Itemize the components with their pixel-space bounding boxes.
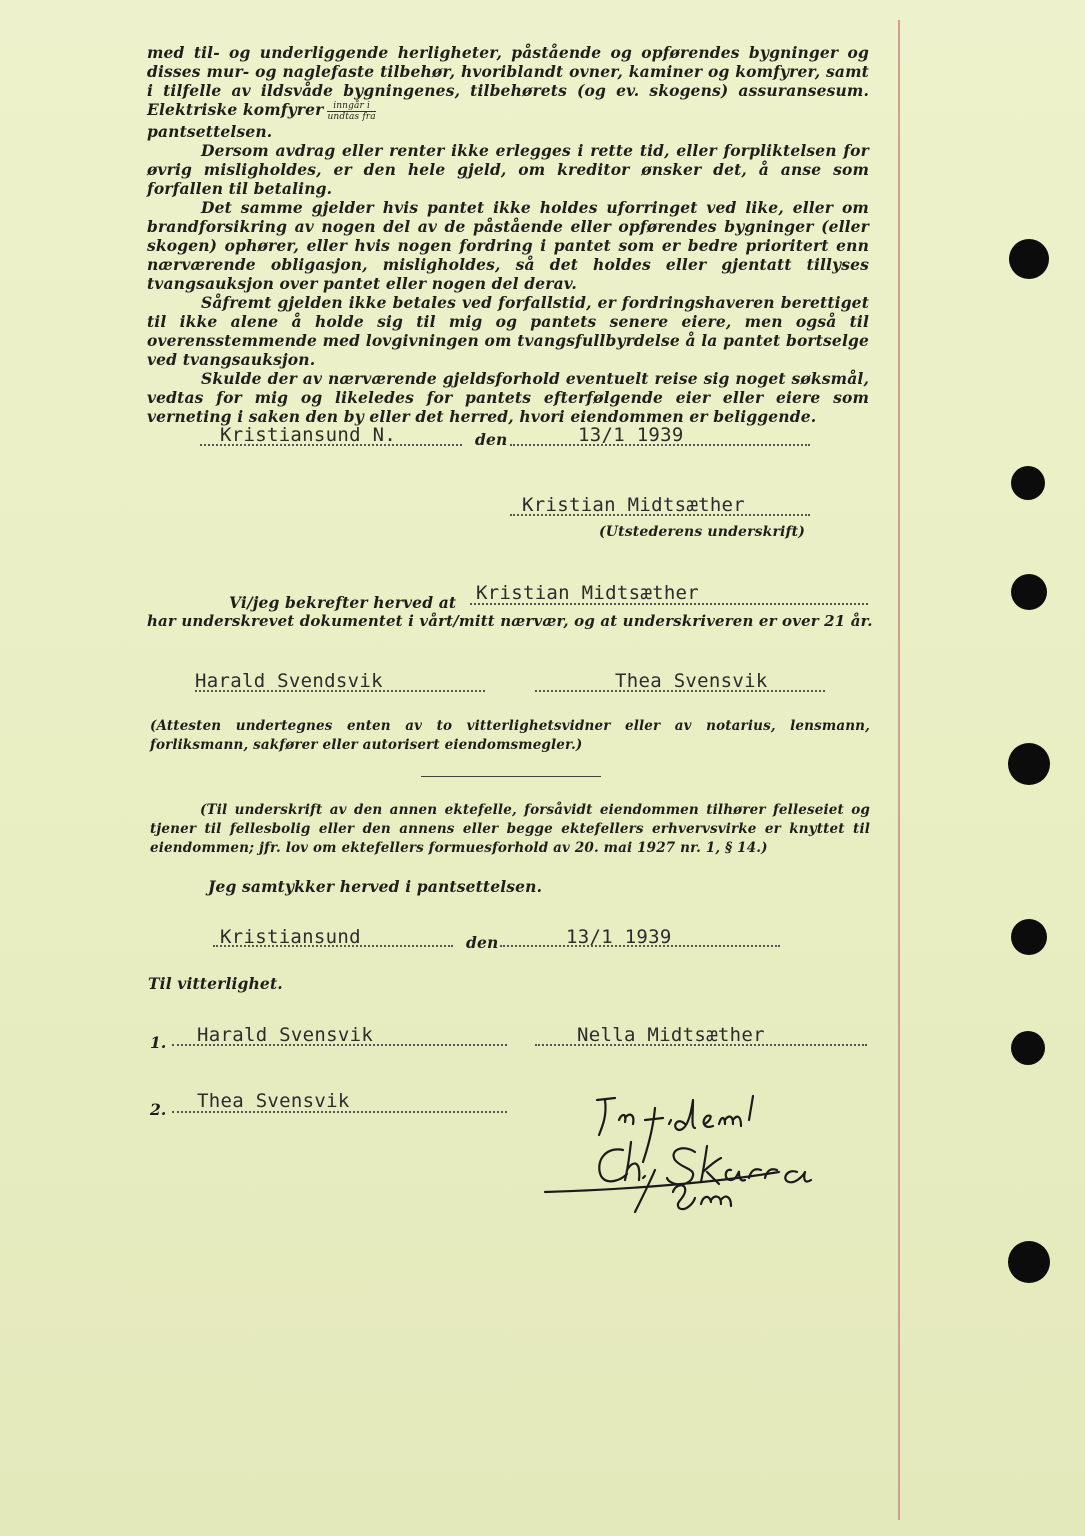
attest-witness2: Thea Svensvik <box>615 670 768 692</box>
punch-hole <box>1011 919 1047 955</box>
spouse-consent: Jeg samtykker herved i pantsettelsen. <box>208 877 543 896</box>
spouse-date: 13/1 1939 <box>566 926 672 948</box>
spouse-note <box>150 801 870 858</box>
punch-hole <box>1009 239 1049 279</box>
witness-number-1: 1. <box>150 1033 167 1052</box>
attest-note-text: (Attesten undertegnes enten av to vitterlighetsvidner eller av notarius, lensmann, forliksmann, sakfører eller autorisert eiendomsmegler.) <box>150 718 870 753</box>
clause-scope-end: pantsettelsen. <box>147 121 273 141</box>
punch-hole <box>1011 574 1047 610</box>
spouse-den-label: den <box>466 933 499 952</box>
spouse-note-text: (Til underskrift av den annen ektefelle, forsåvidt eiendommen tilhører felleseiet og tjener til fellesbolig eller den annens eller begge ektefellers erhvervsvirke er knyttet til eiendommen; jfr. lov om ektefellers formuesforhold av 20. mai 1927 nr. 1, § 14.) <box>150 802 870 856</box>
mortgage-clauses <box>147 43 869 426</box>
issuer-caption: (Utstederens underskrift) <box>599 524 806 540</box>
issue-place: Kristiansund N. <box>220 424 397 446</box>
issuer-signature: Kristian Midtsæther <box>522 494 746 516</box>
spouse-witness2: Thea Svensvik <box>197 1090 350 1112</box>
punch-hole <box>1008 1241 1050 1283</box>
spouse-signature: Nella Midtsæther <box>577 1024 765 1046</box>
attest-statement: har underskrevet dokumentet i vårt/mitt nærvær, og at underskriveren er over 21 år. <box>147 612 873 630</box>
punch-hole <box>1011 466 1045 500</box>
stove-note: inngår i undtas fra <box>327 100 376 122</box>
punch-hole <box>1011 1031 1045 1065</box>
witness-heading: Til vitterlighet. <box>148 974 283 993</box>
separator <box>421 776 601 777</box>
clause-scope: med til- og underliggende herligheter, påstående og opførendes bygninger og disses mur- og naglefaste tilbehør, hvoriblandt ovner, kaminer og komfyrer, samt i tilfelle av ildsvåde bygningenes, tilbehørets (og ev. skogens) assuransesum. Elektriske komfyrer inngår i undtas fra <box>147 43 869 122</box>
punch-hole <box>1008 743 1050 785</box>
margin-rule <box>898 20 900 1520</box>
handwritten-certification <box>535 1080 825 1220</box>
witness-number-2: 2. <box>150 1100 167 1119</box>
spouse-place: Kristiansund <box>220 926 361 948</box>
issue-date: 13/1 1939 <box>578 424 684 446</box>
issue-den-label: den <box>475 430 508 449</box>
clause-default: Dersom avdrag eller renter ikke erlegges i rette tid, eller forpliktelsen for øvrig misligholdes, er den hele gjeld, om kreditor ønsker det, å anse som forfallen til betaling. <box>147 140 869 198</box>
clause-deterioration: Det samme gjelder hvis pantet ikke holdes uforringet ved like, eller om brandforsikring av nogen del av de påstående eller opførendes bygninger (eller skogen) ophører, eller hvis nogen fordring i pantet som er bedre prioritert enn nærværende obligasjon, misligholdes, så det holdes eller gjentatt tillyses tvangsauksjon over pantet eller nogen del derav. <box>147 197 869 293</box>
clause-venue: Skulde der av nærværende gjeldsforhold eventuelt reise sig noget søksmål, vedtas for mig og likeledes for pantets efterfølgende eier eller eiere som verneting i saken den by eller det herred, hvori eiendommen er beliggende. <box>147 368 869 426</box>
attest-note <box>150 717 870 755</box>
attest-lead: Vi/jeg bekrefter herved at <box>229 593 457 612</box>
attest-name: Kristian Midtsæther <box>476 582 700 604</box>
attest-witness1: Harald Svendsvik <box>195 670 383 692</box>
spouse-witness1: Harald Svensvik <box>197 1024 374 1046</box>
clause-foreclosure: Såfremt gjelden ikke betales ved forfallstid, er fordringshaveren berettiget til ikke alene å holde sig til mig og pantets senere eiere, men også til overensstemmende med lovgivningen om tvangsfullbyrdelse å la pantet bortselge ved tvangsauksjon. <box>147 292 869 369</box>
